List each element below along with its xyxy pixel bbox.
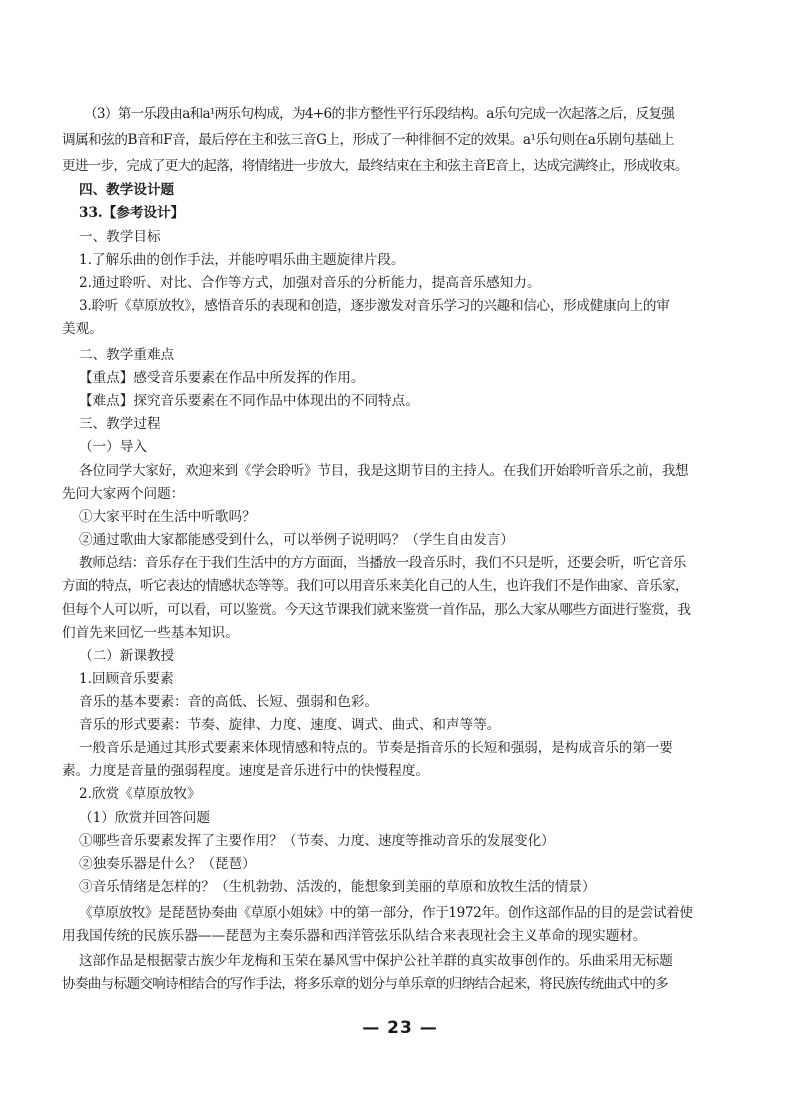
text-line: ①哪些音乐要素发挥了主要作用？（节奏、力度、速度等推动音乐的发展变化） [79, 833, 555, 849]
text-line: 更进一步，完成了更大的起落，将情绪进一步放大，最终结束在主和弦主音E音上，达成完满终止，形成收束。 [62, 158, 688, 174]
text-line: 用我国传统的民族乐器——琵琶为主奏乐器和西洋管弦乐队结合来表现社会主义革命的现实题材。 [62, 928, 647, 944]
text-line: 教师总结：音乐存在于我们生活中的方方面面，当播放一段音乐时，我们不只是听，还要会听，听它音乐 [79, 555, 686, 571]
text-line: 音乐的基本要素：音的高低、长短、强弱和色彩。 [79, 694, 379, 710]
text-line: 但每个人可以听，可以看，可以鉴赏。今天这节课我们就来鉴赏一首作品，那么大家从哪些方面进行鉴赏，我 [62, 602, 691, 618]
text-line: 们首先来回忆一些基本知识。 [62, 625, 239, 641]
text-line: 1.了解乐曲的创作手法，并能哼唱乐曲主题旋律片段。 [79, 252, 405, 268]
answer-label: 33.【参考设计】 [79, 205, 185, 221]
subheading: 2.欣赏《草原放牧》 [79, 786, 201, 802]
text-line: 2.通过聆听、对比、合作等方式，加强对音乐的分析能力，提高音乐感知力。 [79, 275, 541, 291]
section-heading: 四、教学设计题 [79, 182, 175, 198]
text-line: 3.聆听《草原放牧》，感悟音乐的表现和创造，逐步激发对音乐学习的兴趣和信心，形成健康向上的审 [79, 298, 670, 314]
subheading: 三、教学过程 [79, 416, 161, 432]
text-line: 协奏曲与标题交响诗相结合的写作手法，将多乐章的划分与单乐章的归纳结合起来，将民族传统曲式中的多 [62, 976, 669, 992]
subheading: （1）欣赏并回答问题 [79, 810, 210, 826]
subheading: （一）导入 [79, 439, 147, 455]
text-line: 素。力度是音量的强弱程度。速度是音乐进行中的快慢程度。 [62, 763, 430, 779]
text-line: ①大家平时在生活中听歌吗？ [79, 509, 256, 525]
text-line: 美观。 [62, 321, 103, 337]
subheading: （二）新课教授 [79, 648, 175, 664]
text-line: 【重点】感受音乐要素在作品中所发挥的作用。 [79, 370, 365, 386]
page-number: — 23 — [362, 1018, 438, 1038]
text-line: 调属和弦的B音和F音，最后停在主和弦三音G上，形成了一种徘徊不定的效果。a¹乐句则在a乐剧句基础上 [62, 132, 674, 148]
text-line: ②独奏乐器是什么？（琵琶） [79, 856, 256, 872]
text-line: 这部作品是根据蒙古族少年龙梅和玉荣在暴风雪中保护公社羊群的真实故事创作的。乐曲采用无标题 [79, 953, 673, 969]
text-line: ③音乐情绪是怎样的？（生机勃勃、活泼的，能想象到美丽的草原和放牧生活的情景） [79, 879, 596, 895]
text-line: （3）第一乐段由a和a¹两乐句构成，为4+6的非方整性平行乐段结构。a乐句完成一次起落之后，反复强 [84, 106, 675, 122]
text-line: ②通过歌曲大家都能感受到什么，可以举例子说明吗？（学生自由发言） [79, 532, 514, 548]
text-line: 一般音乐是通过其形式要素来体现情感和特点的。节奏是指音乐的长短和强弱，是构成音乐的第一要 [79, 740, 673, 756]
text-line: 音乐的形式要素：节奏、旋律、力度、速度、调式、曲式、和声等等。 [79, 717, 501, 733]
text-line: 各位同学大家好，欢迎来到《学会聆听》节目，我是这期节目的主持人。在我们开始聆听音乐之前，我想 [79, 463, 689, 479]
subheading: 二、教学重难点 [79, 347, 175, 363]
subheading: 一、教学目标 [79, 229, 161, 245]
text-line: 方面的特点，听它表达的情感状态等等。我们可以用音乐来美化自己的人生，也许我们不是作曲家、音乐家， [62, 578, 689, 594]
text-line: 先问大家两个问题： [62, 486, 185, 502]
text-line: 1.回顾音乐要素 [79, 671, 174, 687]
text-line: 【难点】探究音乐要素在不同作品中体现出的不同特点。 [79, 393, 419, 409]
text-line: 《草原放牧》是琵琶协奏曲《草原小姐妹》中的第一部分，作于1972年。创作这部作品的目的是尝试着使 [79, 905, 693, 921]
